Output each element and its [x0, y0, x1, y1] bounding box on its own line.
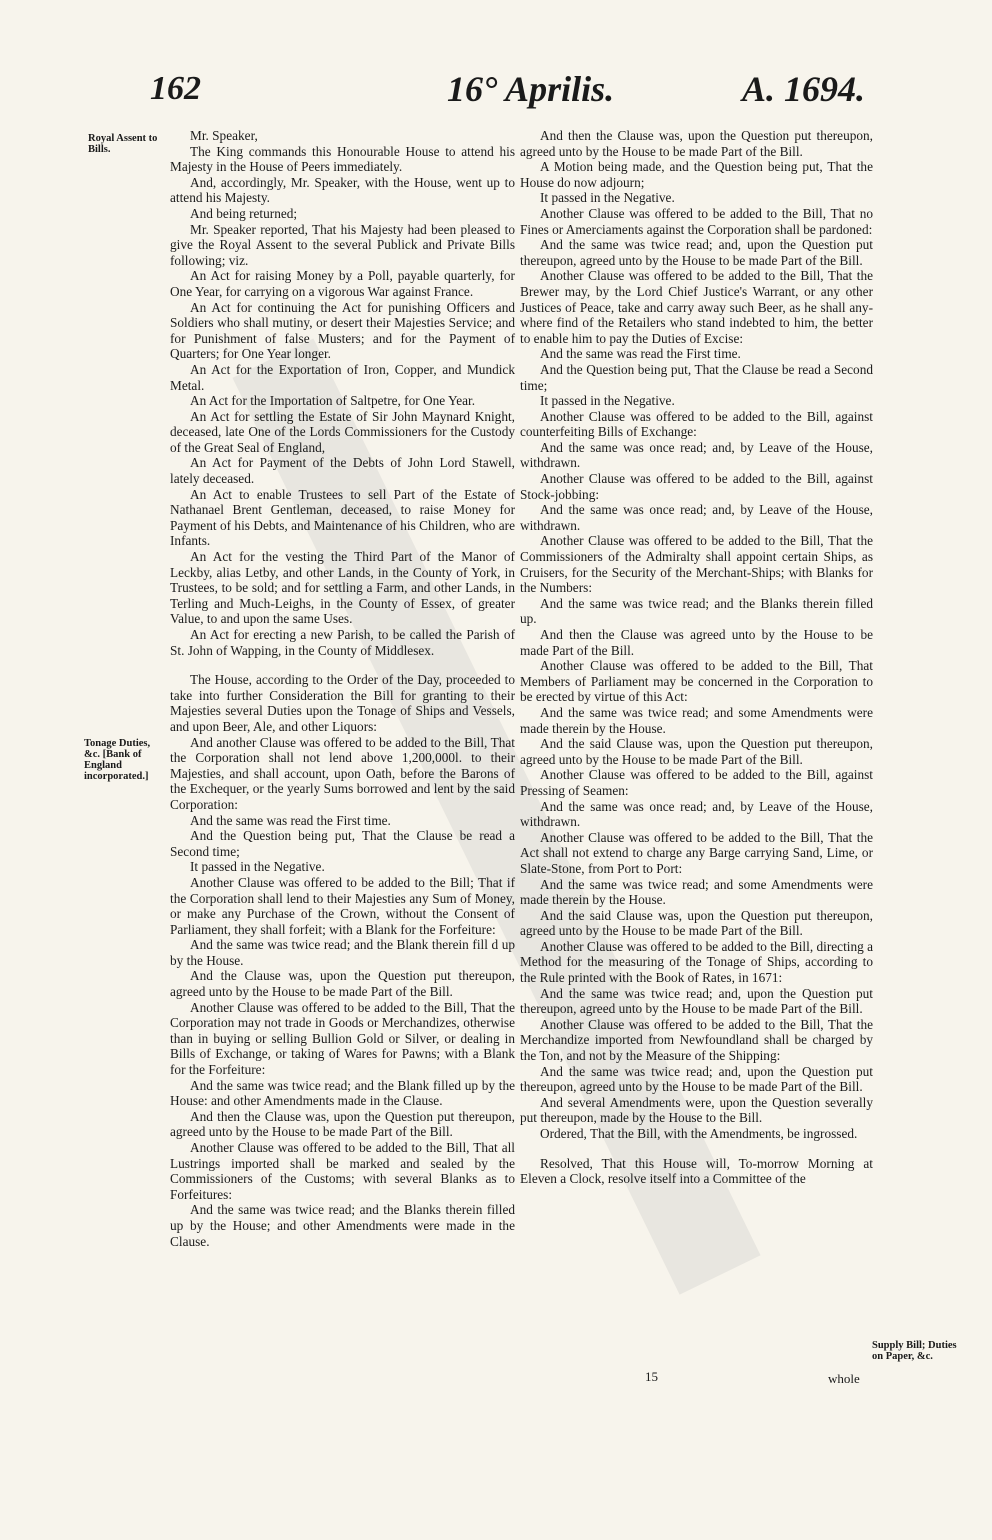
- paragraph: Resolved, That this House will, To-morrow Morning at Eleven a Clock, resolve itself into a Committee of the: [520, 1155, 873, 1187]
- right-column: [520, 128, 873, 1187]
- paragraph: Another Clause was offered to be added to the Bill, That the Brewer may, by the Lord Chief Justice's Warrant, or any other Justices of Peace, take and carry away such Beer, as he shall any-where find of the Retailers who stand indebted to him, the better to enable him to pay the Duties of Excise:: [520, 268, 873, 346]
- paragraph: And the same was twice read; and some Amendments were made therein by the House.: [520, 704, 873, 736]
- margin-note-royal-assent: Royal Assent to Bills.: [88, 133, 158, 155]
- paragraph: And then the Clause was agreed unto by the House to be made Part of the Bill.: [520, 627, 873, 658]
- paragraph: And another Clause was offered to be added to the Bill, That the Corporation shall not lend above 1,200,000l. to their Majesties, and shall account, upon Oath, before the Barons of the Exchequer, or the yearly Sums borrowed and lent by the said Corporation:: [170, 734, 515, 812]
- catchword: whole: [828, 1371, 860, 1386]
- margin-note-supply: Supply Bill; Duties on Paper, &c.: [872, 1340, 957, 1362]
- paragraph: An Act for the vesting the Third Part of the Manor of Leckby, alias Letby, and other Lands, in the County of York, in Trustees, to be sold; and for settling a Farm, and other Lands, in Terling and Much-Leighs, in the County of Essex, of greater Value, to and upon the same Uses.: [170, 549, 515, 627]
- paragraph: And the same was twice read; and, upon the Question put thereupon, agreed unto by the House to be made Part of the Bill.: [520, 1063, 873, 1095]
- paragraph: Another Clause was offered to be added to the Bill, directing a Method for the measuring of the Tonage of Ships, according to the Rule printed with the Book of Rates, in 1671:: [520, 938, 873, 986]
- paragraph: And then the Clause was, upon the Question put thereupon, agreed unto by the House to be made Part of the Bill.: [170, 1108, 515, 1140]
- paragraph: An Act for continuing the Act for punishing Officers and Soldiers who shall mutiny, or desert their Majesties Service; and for Punishment of false Musters; and for the Payment of Quarters; for One Year longer.: [170, 299, 515, 362]
- paragraph: And the same was once read; and, by Leave of the House, withdrawn.: [520, 798, 873, 830]
- paragraph: And the Clause was, upon the Question put thereupon, agreed unto by the House to be made Part of the Bill.: [170, 968, 515, 1000]
- paragraph: Another Clause was offered to be added to the Bill, against Stock-jobbing:: [520, 471, 873, 502]
- paragraph: Mr. Speaker,: [190, 128, 258, 143]
- paragraph: And the same was once read; and, by Leave of the House, withdrawn.: [520, 439, 873, 471]
- margin-note-tonage: Tonage Duties, &c. [Bank of England incorporated.]: [84, 738, 151, 782]
- paragraph: Another Clause was offered to be added to the Bill, That the Commissioners of the Admiralty shall appoint certain Ships, as Cruisers, for the Security of the Merchant-Ships; with Blanks for the Numbers:: [520, 533, 873, 596]
- paragraph: An Act to enable Trustees to sell Part of the Estate of Nathanael Brent Gentleman, deceased, to raise Money for Payment of his Debts, and Maintenance of his Children, who are Infants.: [170, 486, 515, 549]
- paragraph: Another Clause was offered to be added to the Bill, That the Merchandize imported from Newfoundland shall be charged by the Ton, and not by the Measure of the Shipping:: [520, 1016, 873, 1064]
- paragraph: An Act for erecting a new Parish, to be called the Parish of St. John of Wapping, in the County of Middlesex.: [170, 627, 515, 658]
- paragraph: And the said Clause was, upon the Question put thereupon, agreed unto by the House to be made Part of the Bill.: [520, 907, 873, 939]
- paragraph: An Act for the Exportation of Iron, Copper, and Mundick Metal.: [170, 361, 515, 393]
- paragraph: And the same was twice read; and, upon the Question put thereupon, agreed unto by the House to be made Part of the Bill.: [520, 985, 873, 1017]
- paragraph: The House, according to the Order of the Day, proceeded to take into further Consideration the Bill for granting to their Majesties several Duties upon the Tonage of Ships and Vessels, and upon Beer, Ale, and other Liquors:: [170, 672, 515, 734]
- paragraph: It passed in the Negative.: [540, 393, 675, 409]
- page-header: [0, 58, 992, 118]
- paragraph: And the Question being put, That the Clause be read a Second time;: [170, 828, 515, 859]
- paragraph: It passed in the Negative.: [190, 859, 325, 875]
- paragraph: Another Clause was offered to be added to the Bill, That no Fines or Amerciaments against the Corporation shall be pardoned:: [520, 205, 873, 237]
- signature-mark: 15: [645, 1369, 658, 1384]
- paragraph: And being returned;: [190, 205, 298, 221]
- paragraph: And the same was twice read; and the Blank filled up by the House: and other Amendments made in the Clause.: [170, 1077, 515, 1109]
- paragraph: And the same was read the First time.: [540, 346, 741, 362]
- page-year: A. 1694.: [742, 69, 866, 109]
- left-column: [170, 128, 515, 1249]
- paragraph: Another Clause was offered to be added to the Bill, That Members of Parliament may be concerned in the Corporation to be erected by virtue of this Act:: [520, 658, 873, 705]
- paragraph: And the same was twice read; and the Blank therein fill d up by the House.: [170, 937, 515, 968]
- paragraph: Another Clause was offered to be added to the Bill, That all Lustrings imported shall be marked and sealed by the Commissioners of the Customs; with several Blanks as to Forfeitures:: [170, 1140, 515, 1202]
- paragraph: Mr. Speaker reported, That his Majesty had been pleased to give the Royal Assent to the several Publick and Private Bills following; viz.: [170, 221, 515, 268]
- paragraph: And the same was once read; and, by Leave of the House, withdrawn.: [520, 502, 873, 533]
- page-number: 162: [150, 70, 201, 107]
- paragraph: And then the Clause was, upon the Question put thereupon, agreed unto by the House to be made Part of the Bill.: [520, 128, 873, 159]
- paragraph: An Act for the Importation of Saltpetre, for One Year.: [190, 393, 476, 409]
- paragraph: And the said Clause was, upon the Question put thereupon, agreed unto by the House to be made Part of the Bill.: [520, 736, 873, 767]
- paragraph: And the same was twice read; and the Blanks therein filled up by the House; and other Amendments were made in the Clause.: [170, 1202, 515, 1249]
- paragraph: The King commands this Honourable House to attend his Majesty in the House of Peers immediately.: [170, 143, 515, 175]
- paragraph: And several Amendments were, upon the Question severally put thereupon, made by the House to the Bill.: [520, 1094, 873, 1126]
- paragraph: And, accordingly, Mr. Speaker, with the House, went up to attend his Majesty.: [170, 174, 515, 206]
- paragraph: Another Clause was offered to be added to the Bill, That the Corporation may not trade in Goods or Merchandizes, otherwise than in buying or selling Bullion Gold or Silver, or dealing in Bills of Exchange, or taking of Wares for Pawns; with a Blank for the Forfeiture:: [170, 999, 515, 1078]
- paragraph: A Motion being made, and the Question being put, That the House do now adjourn;: [520, 159, 873, 190]
- page-date: 16° Aprilis.: [447, 69, 615, 109]
- paragraph: An Act for Payment of the Debts of John Lord Stawell, lately deceased.: [170, 455, 515, 487]
- paragraph: Another Clause was offered to be added to the Bill, against counterfeiting Bills of Exchange:: [520, 408, 873, 440]
- paragraph: It passed in the Negative.: [540, 190, 675, 206]
- paragraph: And the same was twice read; and, upon the Question put thereupon, agreed unto by the House to be made Part of the Bill.: [520, 237, 873, 268]
- paragraph: An Act for raising Money by a Poll, payable quarterly, for One Year, for carrying on a vigorous War against France.: [170, 268, 515, 299]
- paragraph: And the same was twice read; and some Amendments were made therein by the House.: [520, 876, 873, 908]
- paragraph: Another Clause was offered to be added to the Bill; That if the Corporation shall lend to their Majesties any Sum of Money, or make any Purchase of the Crown, without the Consent of Parliament, they shall forfeit; with a Blank for the Forfeiture:: [170, 874, 515, 937]
- paragraph: And the same was twice read; and the Blanks therein filled up.: [520, 595, 873, 627]
- paragraph: And the same was read the First time.: [190, 812, 391, 828]
- paragraph: And the Question being put, That the Clause be read a Second time;: [520, 361, 873, 393]
- paragraph: An Act for settling the Estate of Sir John Maynard Knight, deceased, late One of the Lords Commissioners for the Custody of the Great Seal of England,: [170, 408, 515, 455]
- paragraph: Another Clause was offered to be added to the Bill, That the Act shall not extend to charge any Barge carrying Sand, Lime, or Slate-Stone, from Port to Port:: [520, 829, 873, 876]
- paragraph: Ordered, That the Bill, with the Amendments, be ingrossed.: [540, 1126, 858, 1141]
- paragraph: Another Clause was offered to be added to the Bill, against Pressing of Seamen:: [520, 767, 873, 798]
